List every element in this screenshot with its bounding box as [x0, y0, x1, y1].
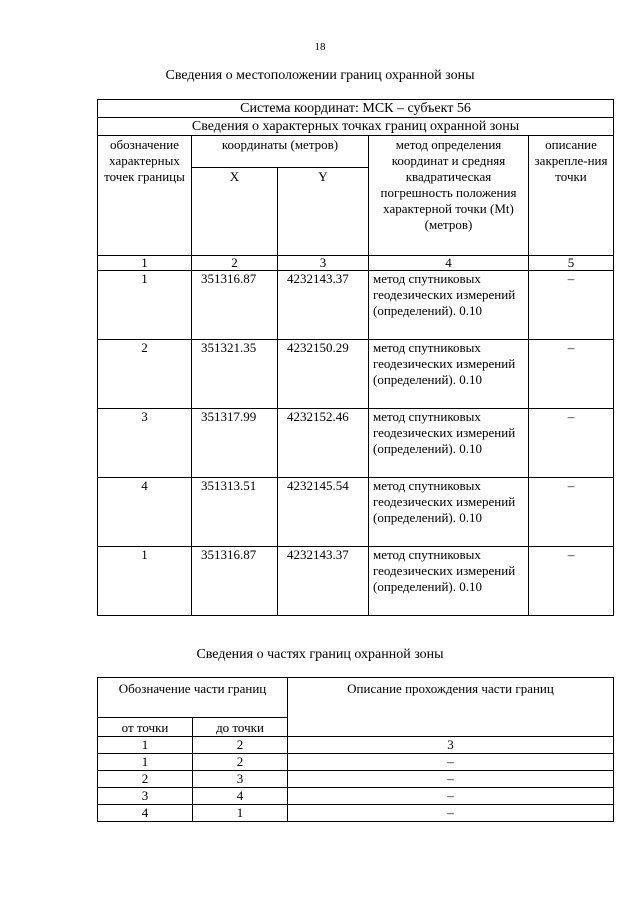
section-title-parts: Сведения о частях границ охранной зоны [196, 647, 444, 662]
page-number: 18 [314, 41, 326, 53]
coord-y: 4232145.54 [278, 478, 369, 547]
header-point: обозначение характерных точек границы [98, 136, 192, 256]
point-description: – [529, 409, 614, 478]
part-description: – [288, 788, 614, 805]
point-number: 1 [98, 547, 192, 616]
column-number: 5 [529, 256, 614, 271]
from-point: 1 [98, 754, 193, 771]
point-number: 2 [98, 340, 192, 409]
to-point: 3 [193, 771, 288, 788]
table-row [98, 754, 614, 771]
table-row [98, 737, 614, 754]
coord-y: 4232143.37 [278, 547, 369, 616]
point-description: – [529, 340, 614, 409]
column-number: 4 [369, 256, 529, 271]
section-title-location: Сведения о местоположении границ охранной зоны [165, 68, 475, 83]
coord-y: 4232152.46 [278, 409, 369, 478]
header-y: Y [278, 168, 369, 256]
table-row [98, 788, 614, 805]
coord-x: 351316.87 [192, 271, 278, 340]
coord-y: 4232150.29 [278, 340, 369, 409]
coord-x: 351317.99 [192, 409, 278, 478]
method-text: метод спутниковых геодезических измерений (определений). 0.10 [369, 271, 529, 340]
method-text: метод спутниковых геодезических измерений (определений). 0.10 [369, 340, 529, 409]
table-row [98, 409, 614, 478]
table-row [98, 271, 614, 340]
method-text: метод спутниковых геодезических измерений (определений). 0.10 [369, 478, 529, 547]
part-description: 3 [288, 737, 614, 754]
method-text: метод спутниковых геодезических измерений (определений). 0.10 [369, 409, 529, 478]
table-row [98, 547, 614, 616]
part-description: – [288, 754, 614, 771]
header-x: X [192, 168, 278, 256]
table-row [98, 478, 614, 547]
table-row [98, 771, 614, 788]
point-description: – [529, 547, 614, 616]
table-row [98, 340, 614, 409]
method-text: метод спутниковых геодезических измерений (определений). 0.10 [369, 547, 529, 616]
characteristic-points-table [97, 99, 614, 616]
header-method: метод определения координат и средняя квадратическая погрешность положения характерной точки (Mt) (метров) [369, 136, 529, 256]
header-to-point: до точки [193, 718, 288, 737]
coordinate-system-label: Система координат: МСК – субъект 56 [98, 100, 614, 118]
part-description: – [288, 805, 614, 822]
boundary-parts-table [97, 677, 614, 822]
point-number: 1 [98, 271, 192, 340]
point-description: – [529, 271, 614, 340]
header-part: Обозначение части границ [98, 678, 288, 718]
point-number: 4 [98, 478, 192, 547]
header-coordinates: координаты (метров) [192, 136, 369, 168]
header-from-point: от точки [98, 718, 193, 737]
from-point: 4 [98, 805, 193, 822]
coord-y: 4232143.37 [278, 271, 369, 340]
header-description: описание закрепле-ния точки [529, 136, 614, 256]
from-point: 3 [98, 788, 193, 805]
from-point: 2 [98, 771, 193, 788]
column-number: 2 [192, 256, 278, 271]
point-description: – [529, 478, 614, 547]
coord-x: 351321.35 [192, 340, 278, 409]
to-point: 1 [193, 805, 288, 822]
column-number: 3 [278, 256, 369, 271]
part-description: – [288, 771, 614, 788]
table-row [98, 805, 614, 822]
column-number: 1 [98, 256, 192, 271]
header-part-description: Описание прохождения части границ [288, 678, 614, 737]
coord-x: 351316.87 [192, 547, 278, 616]
to-point: 4 [193, 788, 288, 805]
coord-x: 351313.51 [192, 478, 278, 547]
points-table-subtitle: Сведения о характерных точках границ охранной зоны [98, 118, 614, 136]
point-number: 3 [98, 409, 192, 478]
from-point: 1 [98, 737, 193, 754]
to-point: 2 [193, 754, 288, 771]
to-point: 2 [193, 737, 288, 754]
